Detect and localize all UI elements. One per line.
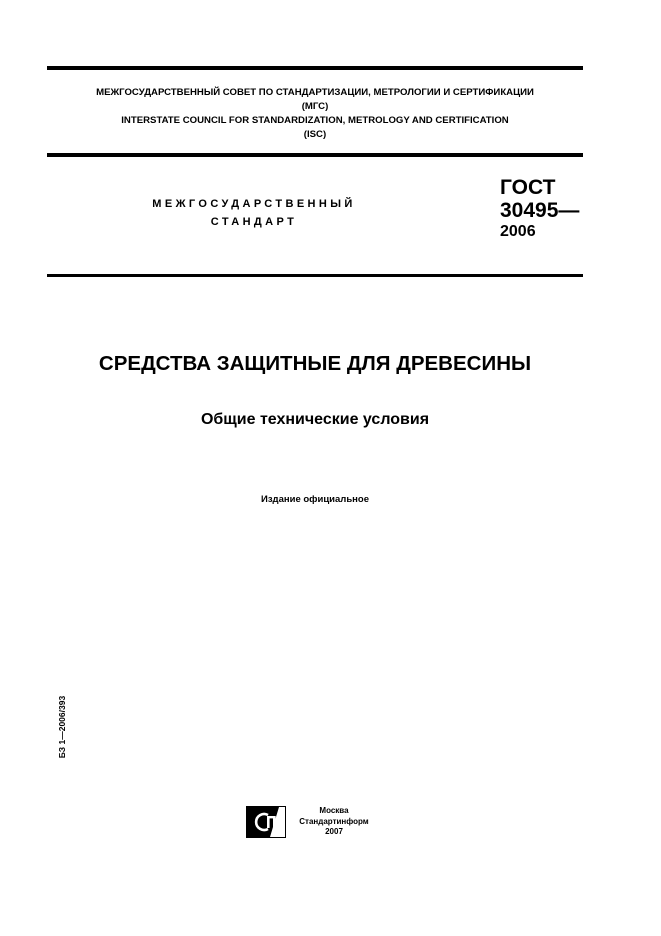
- standard-type-line1: МЕЖГОСУДАРСТВЕННЫЙ: [152, 198, 356, 210]
- council-abbr-ru: (МГС): [301, 101, 329, 112]
- document-title: СРЕДСТВА ЗАЩИТНЫЕ ДЛЯ ДРЕВЕСИНЫ: [98, 352, 532, 375]
- standard-code: [500, 176, 579, 242]
- council-abbr-en: (ISC): [303, 129, 327, 140]
- standartinform-logo-icon: [246, 806, 286, 838]
- standard-code-number: 30495—: [500, 199, 580, 222]
- publisher-city: Москва: [319, 806, 349, 815]
- standard-code-prefix: ГОСТ: [500, 176, 556, 199]
- middle-divider: [47, 153, 583, 157]
- standard-code-year: 2006: [500, 223, 536, 240]
- council-name-en: INTERSTATE COUNCIL FOR STANDARDIZATION, METROLOGY AND CERTIFICATION: [121, 115, 509, 126]
- standard-type: [104, 195, 404, 231]
- publisher-year: 2007: [325, 827, 343, 836]
- edition-note: Издание официальное: [261, 494, 369, 505]
- lower-divider: [47, 274, 583, 277]
- council-name-ru: МЕЖГОСУДАРСТВЕННЫЙ СОВЕТ ПО СТАНДАРТИЗАЦИИ, МЕТРОЛОГИИ И СЕРТИФИКАЦИИ: [96, 87, 534, 98]
- top-divider: [47, 66, 583, 70]
- side-registration-code: БЗ 1—2006/393: [57, 695, 67, 759]
- council-header: [47, 86, 583, 142]
- standard-type-line2: СТАНДАРТ: [210, 216, 298, 228]
- publisher-block: [286, 806, 382, 838]
- publisher-name: Стандартинформ: [299, 816, 369, 826]
- document-subtitle: Общие технические условия: [200, 411, 430, 428]
